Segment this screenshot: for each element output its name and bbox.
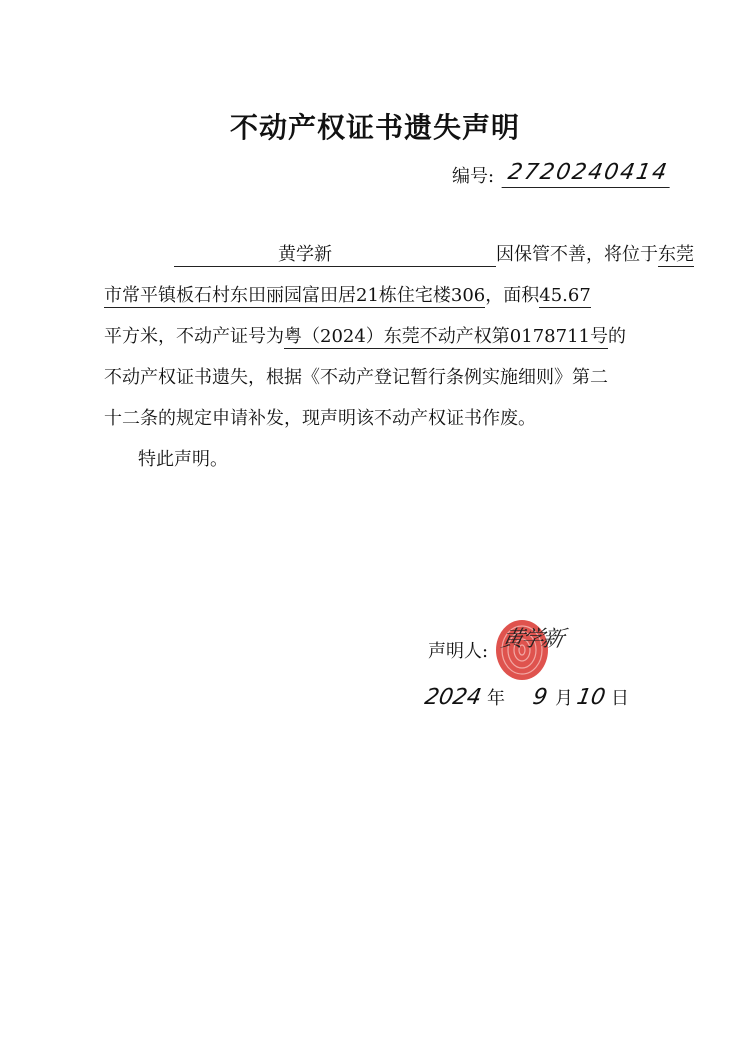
month-unit: 月 [555,688,573,709]
date-row [422,684,629,710]
statement-line-2 [104,281,591,307]
day-unit: 日 [611,688,629,709]
line1-tail: 因保管不善，将位于 [496,244,658,265]
statement-line-1 [104,240,694,267]
date-year: 2024 [422,685,484,710]
declarant-row [428,620,602,680]
area-value: 45.67 [539,285,591,306]
date-day: 10 [574,685,608,710]
certificate-number: 粤（2024）东莞不动产权第0178711号 [284,326,608,347]
declarant-label: 声明人: [428,641,489,662]
statement-line-5: 十二条的规定申请补发，现声明该不动产权证书作废。 [104,408,536,429]
closing-line: 特此声明。 [138,449,228,470]
document-number-row [452,160,672,188]
line3-tail: 的 [607,326,626,347]
number-label: 编号: [452,166,495,187]
statement-line-4: 不动产权证书遗失，根据《不动产登记暂行条例实施细则》第二 [104,367,608,388]
line3-head: 平方米，不动产证号为 [104,326,284,347]
statement-line-3 [104,322,626,348]
date-month: 9 [530,685,550,710]
document-title: 不动产权证书遗失声明 [229,111,520,144]
address-part-1: 东莞 [658,244,694,265]
handwritten-signature: 黄学新 [498,627,565,652]
number-value: 2720240414 [502,160,675,188]
year-unit: 年 [487,688,505,709]
owner-name: 黄学新 [174,240,496,267]
signature-area [492,620,602,680]
address-part-2: 市常平镇板石村东田丽园富田居21栋住宅楼306 [104,285,486,306]
line2-tail: ，面积 [485,285,540,306]
